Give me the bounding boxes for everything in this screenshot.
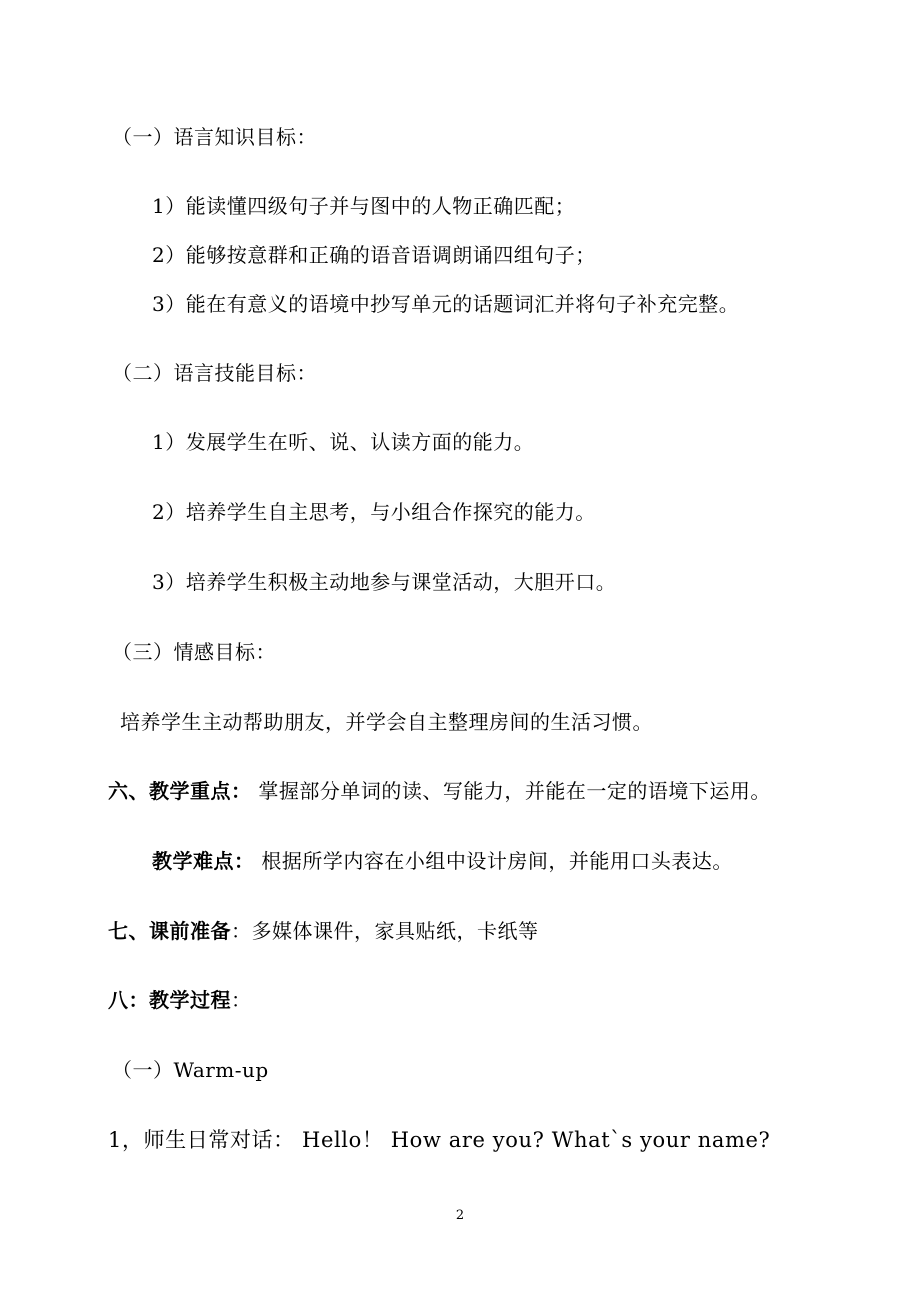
section6-label: 六、教学重点： [108,779,252,803]
section6-label2: 教学难点： [152,849,255,873]
section6-key-points [108,778,771,804]
goal-knowledge-item-1: 1）能读懂四级句子并与图中的人物正确匹配； [152,194,576,218]
goal-skills-item-3: 3）培养学生积极主动地参与课堂活动，大胆开口。 [152,570,617,594]
section6-text2: 根据所学内容在小组中设计房间，并能用口头表达。 [261,849,733,873]
goal-knowledge-item-2: 2）能够按意群和正确的语音语调朗诵四组句子； [152,243,596,267]
section7-preparation [108,918,539,944]
page-number: 2 [455,1208,465,1223]
goal-knowledge-item-3: 3）能在有意义的语境中抄写单元的话题词汇并将句子补充完整。 [152,292,740,316]
section8-label: 八：教学过程 [108,988,231,1012]
section8-sub-heading: （一）Warm-up [112,1058,269,1082]
section8-process-heading [108,987,252,1013]
goal-emotion-text: 培养学生主动帮助朋友，并学会自主整理房间的生活习惯。 [120,710,653,734]
section8-colon: ： [231,988,252,1012]
goal-knowledge-heading: （一）语言知识目标： [112,125,317,149]
section7-text: ：多媒体课件，家具贴纸，卡纸等 [231,919,539,943]
section6-text: 掌握部分单词的读、写能力，并能在一定的语境下运用。 [258,779,771,803]
goal-skills-item-1: 1）发展学生在听、说、认读方面的能力。 [152,430,535,454]
goal-emotion-heading: （三）情感目标： [112,640,276,664]
section6-difficulties [152,848,733,874]
section7-label: 七、课前准备 [108,919,231,943]
goal-skills-item-2: 2）培养学生自主思考，与小组合作探究的能力。 [152,500,596,524]
goal-skills-heading: （二）语言技能目标： [112,361,317,385]
section8-step-1: 1，师生日常对话： Hello！ How are you? What`s your name? [108,1128,771,1152]
